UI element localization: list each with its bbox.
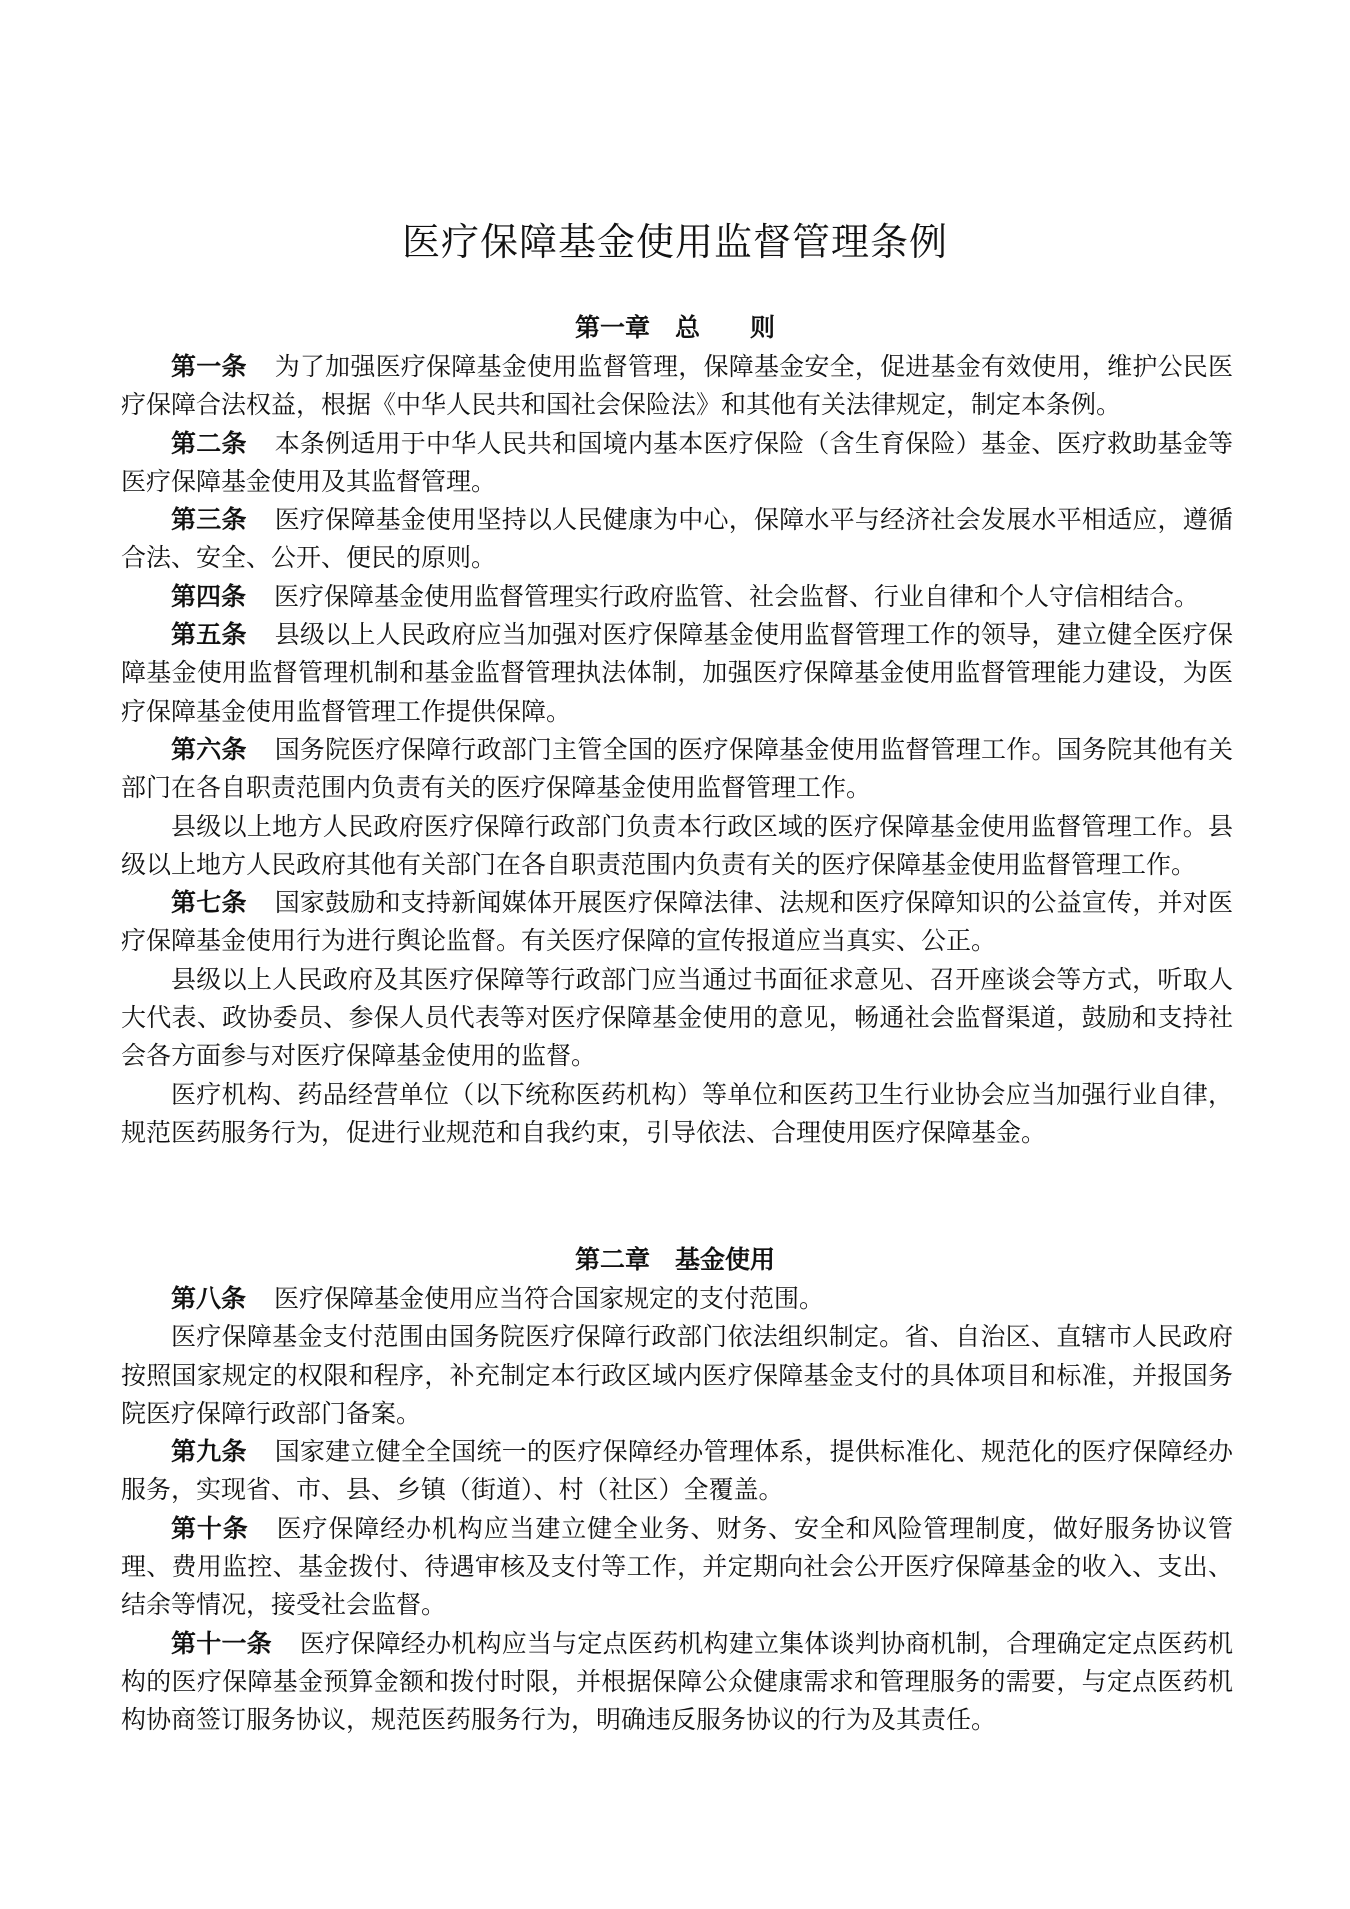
article-paragraph (121, 1433, 1233, 1510)
article-text: 县级以上人民政府及其医疗保障等行政部门应当通过书面征求意见、召开座谈会等方式，听取人大代表、政协委员、参保人员代表等对医疗保障基金使用的意见，畅通社会监督渠道，鼓励和支持社会各方面参与对医疗保障基金使用的监督。 (121, 964, 1233, 1071)
article-paragraph (121, 961, 1233, 1076)
article-paragraph (121, 884, 1233, 961)
article-text: 医疗保障基金支付范围由国务院医疗保障行政部门依法组织制定。省、自治区、直辖市人民政府按照国家规定的权限和程序，补充制定本行政区域内医疗保障基金支付的具体项目和标准，并报国务院医疗保障行政部门备案。 (121, 1322, 1233, 1428)
article-paragraph (121, 616, 1233, 731)
article-text: 县级以上地方人民政府医疗保障行政部门负责本行政区域的医疗保障基金使用监督管理工作。县级以上地方人民政府其他有关部门在各自职责范围内负责有关的医疗保障基金使用监督管理工作。 (121, 811, 1233, 879)
article-text: 医疗保障经办机构应当与定点医药机构建立集体谈判协商机制，合理确定定点医药机构的医疗保障基金预算金额和拨付时限，并根据保障公众健康需求和管理服务的需要，与定点医药机构协商签订服务协议，规范医药服务行为，明确违反服务协议的行为及其责任。 (121, 1628, 1233, 1735)
article-text: 国家建立健全全国统一的医疗保障经办管理体系，提供标准化、规范化的医疗保障经办服务，实现省、市、县、乡镇（街道）、村（社区）全覆盖。 (121, 1437, 1233, 1505)
article-label: 第九条 (171, 1437, 247, 1467)
article-paragraph (121, 348, 1233, 425)
chapter-body (121, 1280, 1233, 1740)
article-paragraph (121, 808, 1233, 885)
article-label: 第四条 (171, 581, 247, 611)
article-text: 医疗机构、药品经营单位（以下统称医药机构）等单位和医药卫生行业协会应当加强行业自律，规范医药服务行为，促进行业规范和自我约束，引导依法、合理使用医疗保障基金。 (121, 1079, 1233, 1147)
article-text: 医疗保障经办机构应当建立健全业务、财务、安全和风险管理制度，做好服务协议管理、费用监控、基金拨付、待遇审核及支付等工作，并定期向社会公开医疗保障基金的收入、支出、结余等情况，接受社会监督。 (121, 1513, 1233, 1620)
article-text: 国务院医疗保障行政部门主管全国的医疗保障基金使用监督管理工作。国务院其他有关部门在各自职责范围内负责有关的医疗保障基金使用监督管理工作。 (121, 734, 1233, 803)
article-text: 为了加强医疗保障基金使用监督管理，保障基金安全，促进基金有效使用，维护公民医疗保障合法权益，根据《中华人民共和国社会保险法》和其他有关法律规定，制定本条例。 (121, 352, 1233, 420)
article-text: 医疗保障基金使用坚持以人民健康为中心，保障水平与经济社会发展水平相适应，遵循合法、安全、公开、便民的原则。 (121, 505, 1233, 573)
article-paragraph (121, 578, 1233, 616)
article-text: 国家鼓励和支持新闻媒体开展医疗保障法律、法规和医疗保障知识的公益宣传，并对医疗保障基金使用行为进行舆论监督。有关医疗保障的宣传报道应当真实、公正。 (121, 888, 1233, 956)
chapter-body (121, 348, 1233, 1152)
article-label: 第十条 (171, 1513, 249, 1543)
article-paragraph (121, 1076, 1233, 1153)
article-paragraph (121, 1625, 1233, 1740)
article-label: 第六条 (171, 734, 247, 764)
article-paragraph (121, 731, 1233, 808)
article-label: 第十一条 (171, 1628, 272, 1658)
article-text: 本条例适用于中华人民共和国境内基本医疗保险（含生育保险）基金、医疗救助基金等医疗保障基金使用及其监督管理。 (121, 428, 1233, 496)
article-text: 医疗保障基金使用监督管理实行政府监管、社会监督、行业自律和个人守信相结合。 (274, 581, 1200, 611)
article-text: 医疗保障基金使用应当符合国家规定的支付范围。 (274, 1284, 825, 1313)
document-title: 医疗保障基金使用监督管理条例 (401, 220, 948, 265)
article-paragraph (121, 1510, 1233, 1625)
article-text: 县级以上人民政府应当加强对医疗保障基金使用监督管理工作的领导，建立健全医疗保障基金使用监督管理机制和基金监督管理执法体制，加强医疗保障基金使用监督管理能力建设，为医疗保障基金使用监督管理工作提供保障。 (121, 620, 1233, 726)
article-paragraph (121, 425, 1233, 502)
chapter-heading: 第一章 总 则 (574, 313, 775, 342)
article-paragraph (121, 501, 1233, 578)
article-label: 第五条 (171, 620, 247, 650)
article-label: 第八条 (171, 1284, 247, 1313)
article-label: 第七条 (171, 888, 247, 918)
article-label: 第一条 (171, 352, 247, 381)
chapter-heading: 第二章 基金使用 (574, 1245, 775, 1274)
article-label: 第二条 (171, 428, 247, 458)
article-paragraph (121, 1280, 1233, 1318)
article-label: 第三条 (171, 505, 247, 535)
article-paragraph (121, 1318, 1233, 1433)
